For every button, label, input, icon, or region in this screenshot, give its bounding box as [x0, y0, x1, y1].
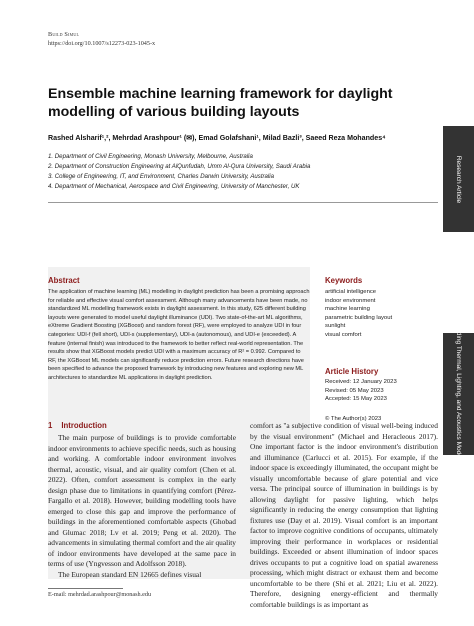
- history-revised: Revised: 05 May 2023: [325, 387, 384, 394]
- keyword-item: machine learning: [325, 306, 370, 313]
- abstract-heading: Abstract: [48, 276, 80, 285]
- affiliations: [48, 152, 438, 192]
- keyword-item: parametric building layout: [325, 314, 393, 321]
- abstract-text: The application of machine learning (ML) modelling in daylight prediction has been a promising approach for reliable and effective visual comfort assessment. Although many advancements have been made, no standardized ML modelling framework exists in daylight assessment. In this study, 625 different building layouts were generated to model useful daylight illuminance (UDI). Two state-of-the-art ML algorithms, eXtreme Gradient Boosting (XGBoost) and random forest (RF), were employed to analyze UDI in four categories: UDI-f (fell short), UDI-s (supplementary), UDI-a (autonomous), and UDI-e (exceeded). A feature (internal finish) was introduced to the framework to better reflect real-world representation. The results show that XGBoost models predict UDI with a maximum accuracy of R² = 0.992. Compared to RF, the XGBoost ML models can significantly reduce prediction errors. Future research directions have been specified to advance the proposed framework by introducing new features and exploring new ML architectures to standardize ML applications in daylight prediction.: [48, 289, 310, 381]
- affiliation-4: 4. Department of Mechanical, Aerospace and Civil Engineering, University of Manchester, UK: [48, 183, 300, 190]
- section-number: 1: [48, 421, 53, 430]
- journal-header: [48, 30, 155, 48]
- paper-title: Ensemble machine learning framework for daylight modelling of various building layouts: [48, 86, 393, 120]
- history-heading: Article History: [325, 367, 379, 376]
- author-list: Rashed Alsharif¹,², Mehrdad Arashpour¹ (✉), Emad Golafshani¹, Milad Bazli³, Saeed Reza Mohandes⁴: [48, 134, 386, 142]
- section-tab-label: Building Thermal, Lighting, and Acoustics Modeling: [455, 320, 463, 468]
- section-title: Introduction: [61, 421, 107, 430]
- header-divider: [48, 202, 438, 203]
- keyword-item: indoor environment: [325, 297, 376, 304]
- journal-name: Build Simul: [48, 31, 80, 38]
- body-paragraph: comfort as "a subjective condition of visual well-being induced by the visual environment" (Michael and Heracleous 2017). One important factor is the indoor environment's distribution and illuminance (Carlucci et al. 2015). For example, if the indoor space is exceedingly illuminated, the occupant might be visually uncomfortable because of glare potential and vice versa. The principal source of illumination in buildings is by allowing daylight for passive lighting, which helps significantly in reducing the energy consumption that lighting fixtures use (Day et al. 2019). Visual comfort is an important factor to improve cognitive conditions of occupants, ultimately improving their performance in workplaces or residential buildings. Exceeded or absent illumination of indoor spaces drives occupants to put a cognitive load on spatial awareness processing, which might distract or exhaust them and become uncomfortable to be there (Shi et al. 2021; Liu et al. 2022). Therefore, designing energy-efficient and thermally comfortable buildings is as important as: [250, 421, 438, 609]
- history-accepted: Accepted: 15 May 2023: [325, 396, 387, 403]
- section-tab: [443, 320, 474, 468]
- article-type-tab: [443, 126, 474, 232]
- copyright-notice: © The Author(s) 2023: [325, 416, 382, 422]
- keyword-item: sunlight: [325, 323, 346, 330]
- keyword-item: artificial intelligence: [325, 289, 377, 295]
- keywords-list: [325, 288, 392, 340]
- affiliation-3: 3. College of Engineering, IT, and Environment, Charles Darwin University, Australia: [48, 173, 275, 180]
- keyword-item: visual comfort: [325, 331, 362, 338]
- affiliation-2: 2. Department of Construction Engineering at AlQunfudah, Umm Al-Qura University, Saudi Arabia: [48, 163, 311, 170]
- history-received: Received: 12 January 2023: [325, 379, 397, 385]
- footnote-divider: [48, 588, 123, 589]
- article-type-label: Research Article: [455, 155, 463, 203]
- body-paragraph: The main purpose of buildings is to provide comfortable indoor environments to achieve specific needs, such as housing and working. A comfortable indoor environment involves thermal, acoustic, visual, and air quality comfort (Chen et al. 2022). Often, comfort assessment is complex in the early design phase due to limitations in quantifying comfort (Pérez-Fargallo et al. 2018). However, building modelling tools have emerged to close this gap and improve the performance of buildings in the aforementioned comfortable aspects (Ghobad and Glumac 2018; Lv et al. 2019; Peng et al. 2020). The advancements in simulating thermal comfort and the air quality of indoor environments have developed at the same pace in terms of use (Yngvesson and Adolfsson 2018).: [48, 433, 236, 568]
- affiliation-1: 1. Department of Civil Engineering, Monash University, Melbourne, Australia: [48, 153, 253, 160]
- section-heading: [48, 421, 107, 430]
- body-column-right: [250, 421, 438, 610]
- body-column-left: [48, 433, 236, 580]
- doi-link[interactable]: https://doi.org/10.1007/s12273-023-1045-x: [48, 40, 156, 47]
- history-list: [325, 378, 397, 404]
- keywords-heading: Keywords: [325, 276, 363, 285]
- footnote-email: E-mail: mehrdad.arashpour@monash.edu: [48, 591, 152, 598]
- body-paragraph: The European standard EN 12665 defines visual: [58, 569, 202, 579]
